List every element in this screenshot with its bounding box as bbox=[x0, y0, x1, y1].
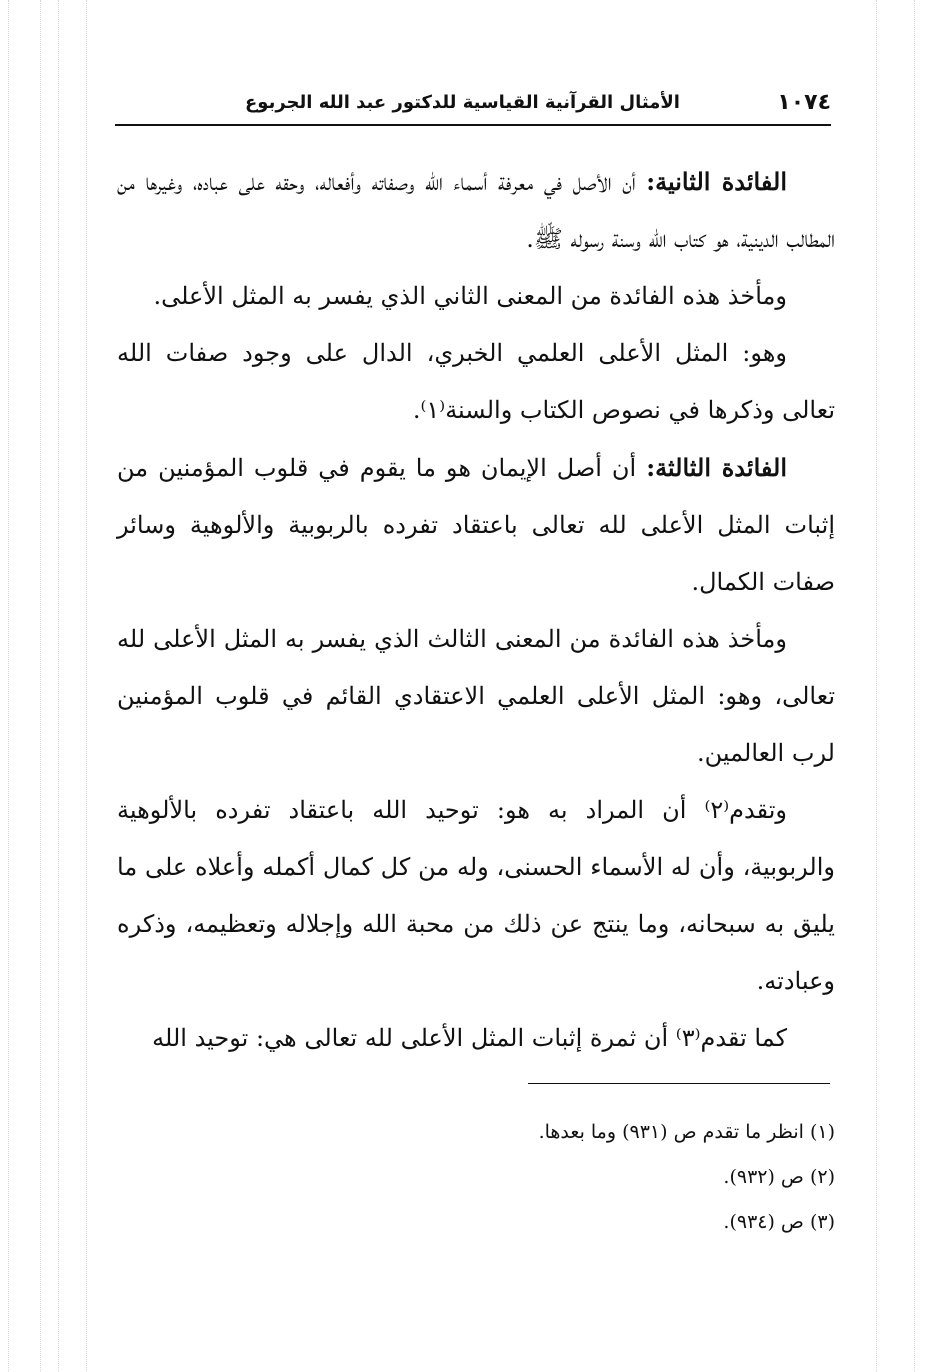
scan-artifact-line bbox=[876, 0, 877, 1372]
footnote: (٢) ص (٩٣٢). bbox=[723, 1166, 835, 1188]
footnote-separator bbox=[528, 1083, 830, 1084]
footnotes bbox=[300, 1110, 835, 1245]
scan-artifact-line bbox=[914, 0, 915, 1372]
paragraph: كما تقدم⁽٣⁾ أن ثمرة إثبات المثل الأعلى لله تعالى هي: توحيد الله bbox=[152, 1024, 787, 1052]
paragraph-text: أن أصل الإيمان هو ما يقوم في قلوب المؤمنين من إثبات المثل الأعلى لله تعالى باعتقاد تفرده بالربوبية والألوهية وسائر صفات الكمال. bbox=[117, 454, 835, 596]
running-title: الأمثال القرآنية القياسية للدكتور عبد الله الجربوع bbox=[245, 92, 680, 113]
scan-artifact-line bbox=[40, 0, 41, 1372]
main-text bbox=[117, 153, 835, 1067]
paragraph: ومأخذ هذه الفائدة من المعنى الثالث الذي يفسر به المثل الأعلى لله تعالى، وهو: المثل الأعلى العلمي الاعتقادي القائم في قلوب المؤمنين لرب العالمين. bbox=[117, 625, 835, 767]
paragraph bbox=[117, 153, 835, 268]
paragraph bbox=[117, 439, 835, 611]
scan-artifact-line bbox=[58, 0, 59, 1372]
footnote: (٣) ص (٩٣٤). bbox=[723, 1211, 835, 1233]
page-header bbox=[115, 90, 831, 126]
paragraph: وتقدم⁽٢⁾ أن المراد به هو: توحيد الله باعتقاد تفرده بالألوهية والربوبية، وأن له الأسماء الحسنى، وله من كل كمال أكمله وأعلاه على ما يليق به سبحانه، وما ينتج عن ذلك من محبة الله وإجلاله وتعظيمه، وذكره وعبادته. bbox=[117, 796, 835, 995]
paragraph: وهو: المثل الأعلى العلمي الخبري، الدال على وجود صفات الله تعالى وذكرها في نصوص الكتاب والسنة⁽١⁾. bbox=[117, 339, 835, 424]
page-number: ١٠٧٤ bbox=[777, 90, 831, 115]
scan-artifact-line bbox=[8, 0, 9, 1372]
footnote: (١) انظر ما تقدم ص (٩٣١) وما بعدها. bbox=[538, 1121, 835, 1143]
scan-artifact-line bbox=[86, 0, 87, 1372]
paragraph: ومأخذ هذه الفائدة من المعنى الثاني الذي يفسر به المثل الأعلى. bbox=[153, 282, 787, 310]
paragraph-lead: الفائدة الثانية: bbox=[646, 167, 787, 196]
paragraph-lead: الفائدة الثالثة: bbox=[646, 453, 787, 482]
paragraph-text: أن الأصل في معرفة أسماء الله وصفاته وأفعاله، وحقه على عباده، وغيرها من المطالب الدينية، هو كتاب الله وسنة رسوله ﷺ. bbox=[117, 168, 835, 253]
